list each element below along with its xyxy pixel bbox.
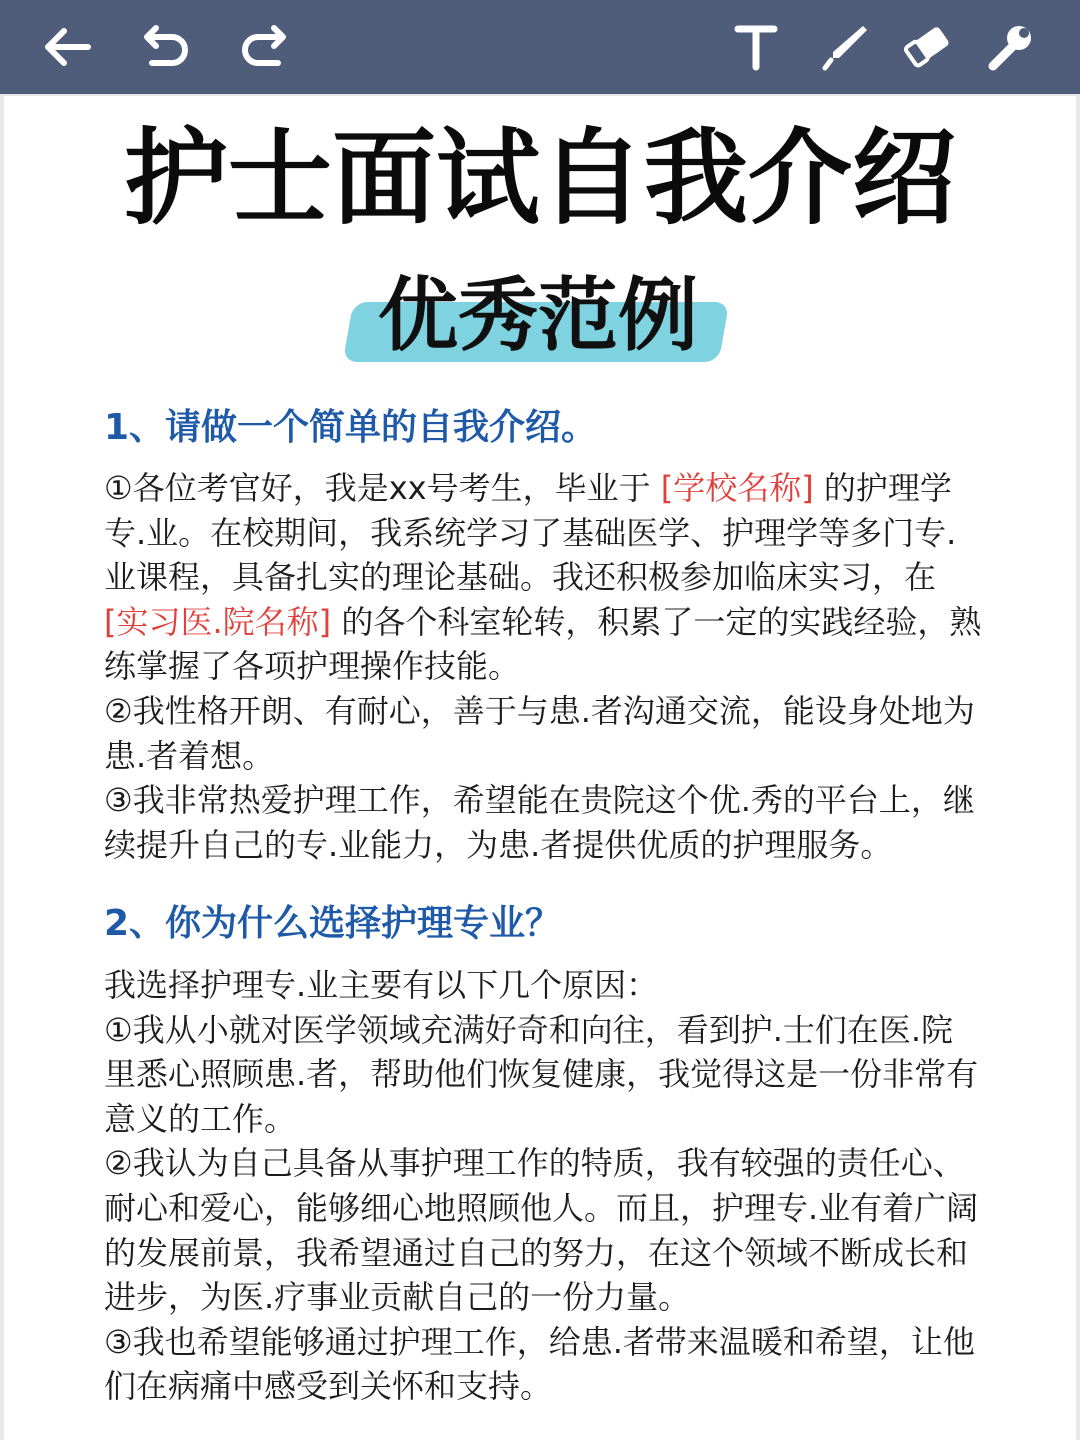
eraser-tool-button[interactable] bbox=[888, 0, 968, 94]
answer-1-line: 续提升自己的专.业能力，为患.者提供优质的护理服务。 bbox=[104, 825, 893, 864]
toolbar bbox=[0, 0, 1080, 94]
question-1-heading: 1、请做一个简单的自我介绍。 bbox=[104, 407, 598, 448]
undo-button[interactable] bbox=[126, 0, 206, 94]
undo-icon bbox=[140, 25, 192, 69]
answer-2-line: 耐心和爱心，能够细心地照顾他人。而且，护理专.业有着广阔 bbox=[104, 1188, 979, 1227]
answer-2-line: 的发展前景，我希望通过自己的努力，在这个领域不断成长和 bbox=[104, 1233, 969, 1272]
settings-button[interactable] bbox=[970, 0, 1050, 94]
answer-2-line: 们在病痛中感受到关怀和支持。 bbox=[104, 1367, 553, 1406]
answer-2-line: 我选择护理专.业主要有以下几个原因： bbox=[104, 966, 659, 1004]
pen-tool-button[interactable] bbox=[804, 0, 884, 94]
answer-1-line: ②我性格开朗、有耐心，善于与患.者沟通交流，能设身处地为 bbox=[104, 691, 975, 730]
answer-2-line: 进步，为医.疗事业贡献自己的一份力量。 bbox=[104, 1278, 691, 1317]
answer-1-line: [实习医.院名称] 的各个科室轮转，积累了一定的实践经验，熟 bbox=[104, 602, 982, 641]
answer-2-line: 里悉心照顾患.者，帮助他们恢复健康，我觉得这是一份非常有 bbox=[104, 1055, 979, 1094]
answer-2-line: ③我也希望能够通过护理工作，给患.者带来温暖和希望，让他 bbox=[104, 1322, 975, 1361]
answer-1-line: 业课程，具备扎实的理论基础。我还积极参加临床实习，在 bbox=[104, 558, 937, 597]
answer-2-line: ①我从小就对医学领域充满好奇和向往，看到护.士们在医.院 bbox=[104, 1010, 954, 1049]
page-title: 护士面试自我介绍 bbox=[123, 117, 956, 239]
answer-1-line: ①各位考官好，我是xx号考生，毕业于 [学校名称] 的护理学 bbox=[104, 469, 952, 507]
answer-2 bbox=[104, 963, 1004, 1409]
back-button[interactable] bbox=[26, 0, 106, 94]
eraser-icon bbox=[902, 23, 954, 71]
answer-2-line: ②我认为自己具备从事护理工作的特质，我有较强的责任心、 bbox=[104, 1144, 965, 1183]
question-2-heading: 2、你为什么选择护理专业？ bbox=[104, 903, 562, 944]
answer-2-line: 意义的工作。 bbox=[104, 1099, 297, 1138]
answer-1-line: 专.业。在校期间，我系统学习了基础医学、护理学等多门专. bbox=[104, 513, 957, 552]
subtitle: 优秀范例 bbox=[378, 269, 698, 362]
subtitle-block bbox=[348, 268, 728, 364]
answer-1-line: 练掌握了各项护理操作技能。 bbox=[104, 647, 521, 686]
answer-1-line: ③我非常热爱护理工作，希望能在贵院这个优.秀的平台上，继 bbox=[104, 781, 975, 820]
redo-icon bbox=[238, 25, 290, 69]
back-arrow-icon bbox=[40, 25, 92, 69]
text-tool-button[interactable] bbox=[716, 0, 796, 94]
text-tool-icon bbox=[734, 23, 778, 71]
pen-icon bbox=[819, 22, 869, 72]
answer-1 bbox=[104, 466, 1004, 867]
redo-button[interactable] bbox=[224, 0, 304, 94]
answer-1-line: 患.者着想。 bbox=[104, 736, 275, 775]
wrench-icon bbox=[985, 22, 1035, 72]
